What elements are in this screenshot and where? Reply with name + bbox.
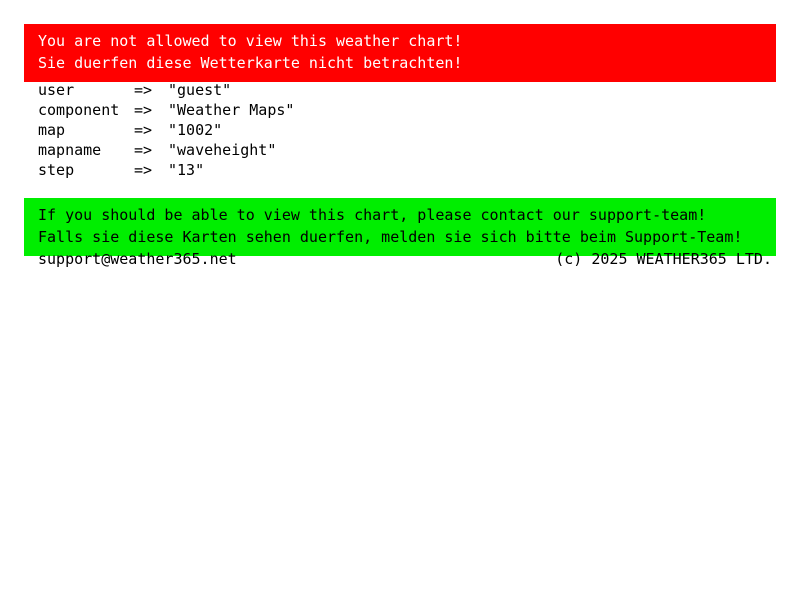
parameter-value: "waveheight"	[168, 141, 277, 159]
support-banner	[24, 198, 776, 256]
support-banner-line-de: Falls sie diese Karten sehen duerfen, melden sie sich bitte beim Support-Team!	[38, 228, 743, 246]
copyright-text: (c) 2025 WEATHER365 LTD.	[555, 250, 772, 268]
support-banner-line-en: If you should be able to view this chart, please contact our support-team!	[38, 206, 707, 224]
parameter-row-component	[38, 100, 294, 120]
parameter-arrow: =>	[134, 141, 153, 159]
parameter-value: "1002"	[168, 121, 223, 139]
parameter-key: mapname	[38, 141, 102, 159]
parameter-arrow: =>	[134, 81, 153, 99]
parameter-arrow: =>	[134, 121, 153, 139]
error-banner	[24, 24, 776, 82]
parameter-value: "guest"	[168, 81, 232, 99]
parameter-row-user	[38, 80, 294, 100]
error-banner-line-en: You are not allowed to view this weather chart!	[38, 32, 463, 50]
parameter-key: step	[38, 161, 75, 179]
parameter-value: "13"	[168, 161, 205, 179]
parameter-key: component	[38, 101, 120, 119]
parameter-row-map	[38, 120, 294, 140]
parameter-key: user	[38, 81, 75, 99]
parameter-arrow: =>	[134, 161, 153, 179]
parameter-list	[38, 80, 294, 180]
parameter-row-mapname	[38, 140, 294, 160]
parameter-row-step	[38, 160, 294, 180]
error-banner-line-de: Sie duerfen diese Wetterkarte nicht betrachten!	[38, 54, 463, 72]
support-email-link[interactable]: support@weather365.net	[38, 250, 237, 268]
parameter-arrow: =>	[134, 101, 153, 119]
footer	[38, 250, 772, 268]
parameter-key: map	[38, 121, 66, 139]
parameter-value: "Weather Maps"	[168, 101, 295, 119]
